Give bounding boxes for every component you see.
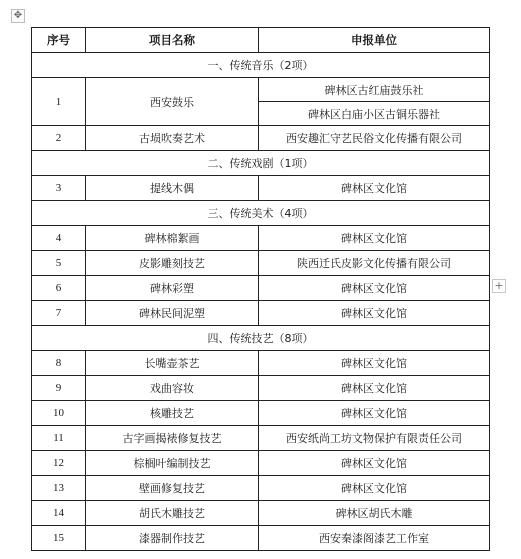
cell-no[interactable]: 13	[32, 476, 86, 501]
cell-no[interactable]: 11	[32, 426, 86, 451]
cell-unit[interactable]: 西安秦漆阁漆艺工作室	[259, 526, 490, 551]
cell-unit[interactable]: 碑林区文化馆	[259, 301, 490, 326]
cell-no[interactable]: 12	[32, 451, 86, 476]
table-row	[32, 476, 490, 501]
category-drama[interactable]: 二、传统戏剧（1项）	[32, 151, 490, 176]
cell-name[interactable]: 古埙吹奏艺术	[86, 126, 259, 151]
table-row	[32, 276, 490, 301]
cell-no[interactable]: 4	[32, 226, 86, 251]
cell-no[interactable]: 1	[32, 78, 86, 126]
add-column-plus-icon[interactable]: +	[492, 279, 506, 293]
table-row	[32, 376, 490, 401]
project-table	[31, 27, 490, 551]
cell-unit[interactable]: 碑林区文化馆	[259, 351, 490, 376]
cell-no[interactable]: 3	[32, 176, 86, 201]
table-row	[32, 78, 490, 102]
cell-name[interactable]: 皮影雕刻技艺	[86, 251, 259, 276]
header-no[interactable]: 序号	[32, 28, 86, 53]
table-row	[32, 451, 490, 476]
table-move-handle-icon[interactable]: ✥	[11, 9, 25, 23]
table-row	[32, 351, 490, 376]
cell-no[interactable]: 6	[32, 276, 86, 301]
cell-unit[interactable]: 碑林区白庙小区古铜乐器社	[259, 102, 490, 126]
cell-unit[interactable]: 碑林区文化馆	[259, 401, 490, 426]
cell-no[interactable]: 2	[32, 126, 86, 151]
header-name[interactable]: 项目名称	[86, 28, 259, 53]
cell-name[interactable]: 碑林民间泥塑	[86, 301, 259, 326]
table-row	[32, 226, 490, 251]
table-row	[32, 176, 490, 201]
table-row	[32, 426, 490, 451]
cell-name[interactable]: 碑林彩塑	[86, 276, 259, 301]
table-row	[32, 301, 490, 326]
cell-name[interactable]: 提线木偶	[86, 176, 259, 201]
cell-no[interactable]: 15	[32, 526, 86, 551]
cell-name[interactable]: 核雕技艺	[86, 401, 259, 426]
page-bottom-edge	[0, 551, 521, 559]
category-craft[interactable]: 四、传统技艺（8项）	[32, 326, 490, 351]
cell-unit[interactable]: 碑林区文化馆	[259, 451, 490, 476]
table-row	[32, 126, 490, 151]
table-row	[32, 251, 490, 276]
cell-no[interactable]: 7	[32, 301, 86, 326]
cell-unit[interactable]: 碑林区文化馆	[259, 226, 490, 251]
table-row	[32, 526, 490, 551]
cell-unit[interactable]: 西安纸尚工坊文物保护有限责任公司	[259, 426, 490, 451]
cell-name[interactable]: 碑林棉絮画	[86, 226, 259, 251]
cell-unit[interactable]: 西安趣汇守艺民俗文化传播有限公司	[259, 126, 490, 151]
cell-unit[interactable]: 陕西迁氏皮影文化传播有限公司	[259, 251, 490, 276]
cell-name[interactable]: 漆器制作技艺	[86, 526, 259, 551]
cell-no[interactable]: 5	[32, 251, 86, 276]
table-row	[32, 401, 490, 426]
category-row	[32, 53, 490, 78]
category-music[interactable]: 一、传统音乐（2项）	[32, 53, 490, 78]
table-header-row	[32, 28, 490, 53]
cell-name[interactable]: 古字画揭裱修复技艺	[86, 426, 259, 451]
cell-no[interactable]: 14	[32, 501, 86, 526]
cell-no[interactable]: 8	[32, 351, 86, 376]
cell-name[interactable]: 长嘴壶茶艺	[86, 351, 259, 376]
cell-name[interactable]: 壁画修复技艺	[86, 476, 259, 501]
category-row	[32, 201, 490, 226]
cell-unit[interactable]: 碑林区胡氏木雕	[259, 501, 490, 526]
cell-unit[interactable]: 碑林区文化馆	[259, 176, 490, 201]
cell-unit[interactable]: 碑林区文化馆	[259, 376, 490, 401]
cell-no[interactable]: 10	[32, 401, 86, 426]
cell-name[interactable]: 西安鼓乐	[86, 78, 259, 126]
cell-unit[interactable]: 碑林区文化馆	[259, 276, 490, 301]
category-art[interactable]: 三、传统美术（4项）	[32, 201, 490, 226]
cell-name[interactable]: 胡氏木雕技艺	[86, 501, 259, 526]
header-unit[interactable]: 申报单位	[259, 28, 490, 53]
cell-name[interactable]: 戏曲容妆	[86, 376, 259, 401]
cell-name[interactable]: 棕榈叶编制技艺	[86, 451, 259, 476]
table-row	[32, 501, 490, 526]
cell-no[interactable]: 9	[32, 376, 86, 401]
cell-unit[interactable]: 碑林区文化馆	[259, 476, 490, 501]
cell-unit[interactable]: 碑林区古红庙鼓乐社	[259, 78, 490, 102]
category-row	[32, 326, 490, 351]
category-row	[32, 151, 490, 176]
